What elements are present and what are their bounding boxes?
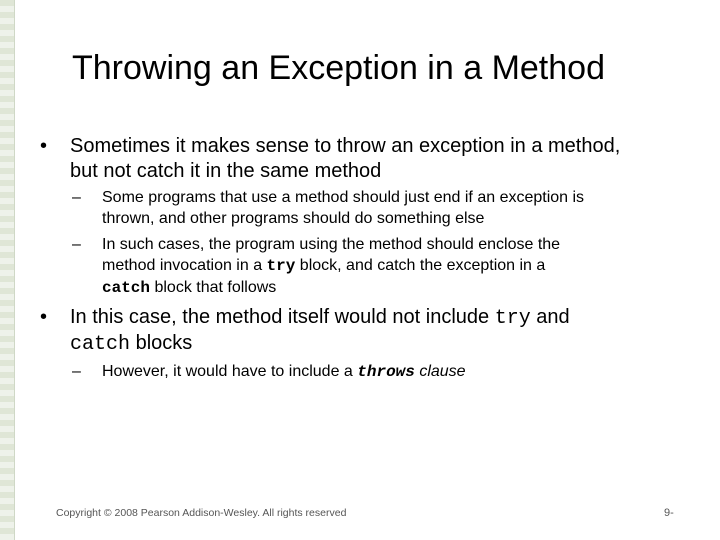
sub-bullet-3-line-1	[102, 361, 662, 383]
text-fragment: block that follows	[150, 279, 277, 296]
sub-dash: –	[72, 189, 81, 206]
code-catch: catch	[102, 279, 151, 297]
sub-bullet-2-line-3	[102, 277, 662, 299]
sub-bullet-2-line-1: In such cases, the program using the method should enclose the	[102, 236, 561, 253]
sub-dash: –	[72, 236, 81, 253]
text-fragment: method invocation in a	[102, 257, 267, 274]
bullet-1	[40, 134, 690, 184]
code-catch: catch	[70, 333, 131, 356]
text-fragment: clause	[414, 363, 466, 380]
bullet-dot: •	[40, 306, 48, 328]
sub-bullet-2-line-2	[102, 255, 662, 277]
bullet-dot: •	[40, 135, 48, 157]
text-fragment: However, it would have to include a	[102, 363, 358, 380]
copyright-footer: Copyright © 2008 Pearson Addison-Wesley. All rights reserved	[56, 507, 347, 519]
page-number: 9-	[664, 507, 674, 519]
code-try: try	[266, 257, 296, 275]
text-fragment: and	[530, 306, 570, 328]
sub-bullet-1-line-1: Some programs that use a method should just end if an exception is	[102, 189, 585, 206]
bullet-2-line-2	[70, 331, 690, 357]
left-decorative-stripe	[0, 0, 15, 540]
text-fragment: block, and catch the exception in a	[295, 257, 546, 274]
code-try: try	[494, 307, 531, 330]
bullet-1-line-2: but not catch it in the same method	[70, 160, 382, 182]
bullet-2	[40, 305, 690, 357]
text-fragment: In this case, the method itself would not include	[70, 306, 495, 328]
sub-dash: –	[72, 363, 81, 380]
sub-bullet-1	[72, 187, 662, 229]
bullet-1-line-1: Sometimes it makes sense to throw an exception in a method,	[70, 135, 621, 157]
sub-bullet-2	[72, 234, 662, 299]
sub-bullet-1-line-2: thrown, and other programs should do something else	[102, 210, 485, 227]
bullet-2-line-1	[70, 305, 690, 331]
text-fragment: blocks	[130, 332, 193, 354]
slide-title: Throwing an Exception in a Method	[72, 49, 605, 87]
sub-bullet-3	[72, 361, 662, 383]
code-throws: throws	[357, 363, 415, 381]
